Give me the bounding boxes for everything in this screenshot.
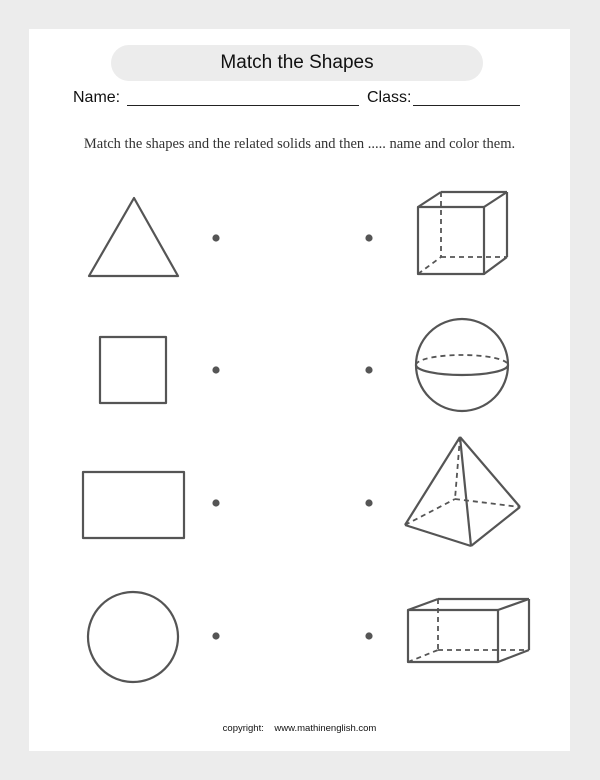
match-dot-right-4[interactable]: [365, 632, 372, 639]
triangle-icon: [89, 198, 178, 276]
pyramid-icon: [405, 437, 520, 546]
website-url: www.mathinenglish.com: [274, 723, 377, 734]
rectangle-icon: [83, 472, 184, 538]
match-dot-right-2[interactable]: [365, 366, 372, 373]
cuboid-icon: [408, 599, 529, 662]
match-dot-left-1[interactable]: [212, 234, 219, 241]
class-label: Class:: [367, 89, 412, 106]
square-icon: [100, 337, 166, 403]
page-title: Match the Shapes: [220, 52, 374, 73]
instructions-text: Match the shapes and the related solids and then ..... name and color them.: [83, 136, 516, 152]
match-dot-left-4[interactable]: [212, 632, 219, 639]
footer: [29, 723, 570, 734]
name-label: Name:: [73, 89, 121, 106]
match-dot-left-2[interactable]: [212, 366, 219, 373]
copyright-label: copyright:: [222, 723, 264, 734]
cube-icon: [418, 192, 507, 274]
worksheet: [29, 29, 570, 751]
match-dot-right-1[interactable]: [365, 234, 372, 241]
match-dot-right-3[interactable]: [365, 499, 372, 506]
circle-icon: [88, 592, 178, 682]
match-dot-left-3[interactable]: [212, 499, 219, 506]
sphere-icon: [416, 319, 508, 411]
shapes-area: [29, 29, 570, 751]
